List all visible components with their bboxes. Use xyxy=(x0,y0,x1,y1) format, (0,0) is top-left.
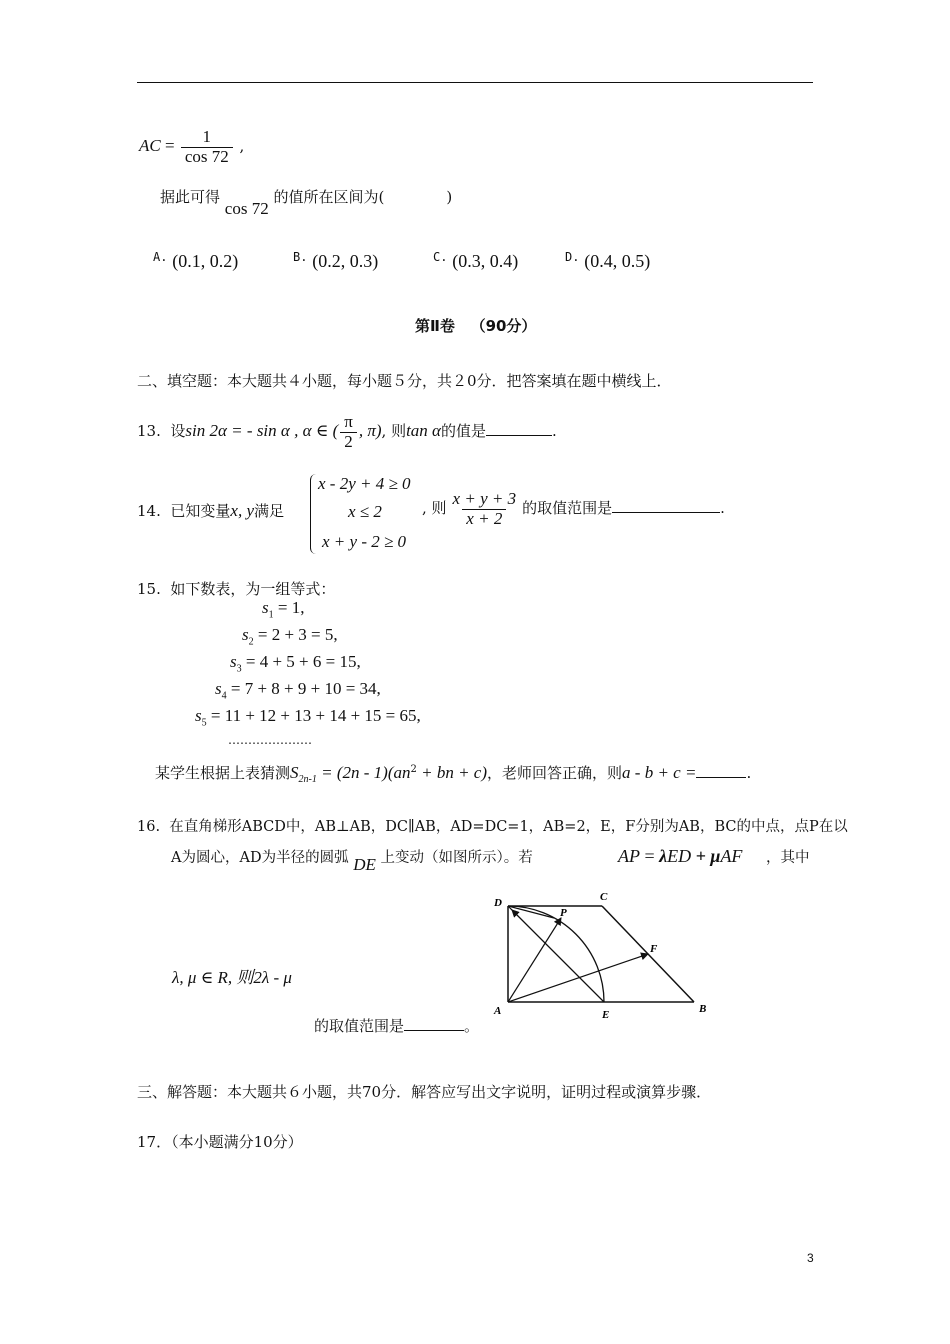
option-b[interactable] xyxy=(293,250,433,272)
q15-row-5 xyxy=(195,706,421,728)
label-d: D xyxy=(494,897,502,909)
section3-heading: 三、解答题：本大题共６小题，共70分．解答应写出文字说明，证明过程或演算步骤． xyxy=(137,1083,712,1101)
q15-guess-mid: ，老师回答正确，则 xyxy=(487,764,623,782)
q15-guess-rhs-a: = (2n - 1)(an xyxy=(316,763,411,782)
q12-prompt-close: ) xyxy=(446,188,453,206)
q14-post: 的取值范围是 xyxy=(522,499,613,518)
q16-line2-mid: 上变动（如图所示）。若 xyxy=(380,850,533,866)
q12-prompt xyxy=(160,186,453,218)
option-a-letter: A. xyxy=(153,250,168,264)
q14-frac-num: x + y + 3 xyxy=(452,489,517,508)
q15-row-3-rhs: = 4 + 5 + 6 = 15, xyxy=(241,652,361,671)
option-d-value: (0.4, 0.5) xyxy=(584,251,651,271)
q15-row-4-rhs: = 7 + 8 + 9 + 10 = 34, xyxy=(226,679,381,698)
q12-prompt-den: cos 72 xyxy=(224,199,269,218)
q15-row-3-index: 3 xyxy=(236,663,242,675)
q16-vector-equation xyxy=(618,846,742,867)
q15-intro xyxy=(137,578,335,599)
q15-answer-blank[interactable] xyxy=(696,763,746,778)
q14-pre: 已知变量 xyxy=(170,502,231,520)
q16-line2-post: ，其中 xyxy=(766,850,810,866)
q14-frac-den: x + 2 xyxy=(462,509,506,529)
q15-row-5-rhs: = 11 + 12 + 13 + 14 + 15 = 65, xyxy=(206,706,421,725)
q14-lead xyxy=(137,500,284,521)
q16-vec-ed: ED xyxy=(667,846,692,866)
q16-arc-de: DE xyxy=(353,855,376,874)
q15-row-1-rhs: = 1, xyxy=(273,598,305,617)
ac-lhs: AC xyxy=(139,136,161,156)
q14-system-brace xyxy=(310,474,317,554)
q12-options xyxy=(153,250,650,272)
q16-mu: μ xyxy=(710,846,721,866)
ac-comma: , xyxy=(234,137,245,156)
q14-then: , 则 xyxy=(422,499,447,518)
q15-row-2-index: 2 xyxy=(248,636,254,648)
part2-title-text: 第Ⅱ卷 xyxy=(415,317,455,335)
option-d[interactable] xyxy=(565,250,651,271)
q14-answer-blank[interactable] xyxy=(612,498,720,513)
q16-answer-blank[interactable] xyxy=(404,1016,464,1031)
option-b-value: (0.2, 0.3) xyxy=(312,251,379,271)
q14-constraint-3: x + y - 2 ≥ 0 xyxy=(322,532,407,551)
option-c-letter: C. xyxy=(433,250,448,264)
q14-tail xyxy=(422,490,725,528)
ac-equation xyxy=(139,128,244,166)
q15-row-2-rhs: = 2 + 3 = 5, xyxy=(253,625,338,644)
q16-lambda: λ xyxy=(659,846,668,866)
q16-plus: + xyxy=(691,846,711,866)
ac-den: cos 72 xyxy=(181,147,233,167)
question-13 xyxy=(137,413,557,451)
option-a[interactable] xyxy=(153,250,293,272)
q15-guess xyxy=(155,762,751,785)
q13-post: 的值是 xyxy=(440,422,486,441)
q15-row-1-index: 1 xyxy=(268,609,274,621)
ac-num: 1 xyxy=(202,127,212,146)
option-a-value: (0.1, 0.2) xyxy=(172,251,239,271)
section2-heading: 二、填空题：本大题共４小题，每小题５分，共２0分．把答案填在题中横线上． xyxy=(137,372,672,390)
q14-end: . xyxy=(720,499,725,518)
q15-guess-s: S xyxy=(290,763,299,782)
q14-number: 14. xyxy=(137,502,161,520)
part2-score: （90分） xyxy=(470,317,537,335)
ac-eq: = xyxy=(160,136,179,156)
q13-number: 13. xyxy=(137,422,161,441)
q16-tail xyxy=(314,1015,479,1036)
q12-prompt-post: 的值所在区间为( xyxy=(273,188,385,206)
arrow-dp xyxy=(508,906,554,918)
q13-pre: 设 xyxy=(170,422,186,441)
q16-number: 16. xyxy=(137,819,161,835)
q16-line1-text: 在直角梯形ABCD中，AB⊥AB，DC∥AB，AD=DC=1，AB=2，E，F分别为AB，BC的中点，点P在以 xyxy=(169,819,848,835)
q13-fraction xyxy=(340,413,357,451)
q16-condition: λ, μ ∈ R, 则2λ - μ xyxy=(172,968,292,987)
q16-line-2 xyxy=(171,846,533,874)
q15-row-1 xyxy=(262,598,304,620)
q15-row-5-index: 5 xyxy=(201,717,207,729)
q15-intro-text: 如下数表，为一组等式： xyxy=(170,580,336,598)
q16-vec-eq: = xyxy=(640,846,660,866)
q13-tan: tan α xyxy=(406,421,441,441)
q14-fraction xyxy=(449,490,521,528)
q13-frac-den: 2 xyxy=(340,432,357,452)
option-d-letter: D. xyxy=(565,250,580,264)
q13-end: . xyxy=(552,422,557,441)
q15-row-1-s: s xyxy=(262,598,269,617)
q15-guess-expr: a - b + c = xyxy=(622,763,697,782)
option-c-value: (0.3, 0.4) xyxy=(452,251,519,271)
q13-mid: , 则 xyxy=(381,422,407,441)
label-b: B xyxy=(699,1003,707,1015)
q13-expr-close: , π) xyxy=(358,421,382,441)
label-c: C xyxy=(600,891,608,903)
option-b-letter: B. xyxy=(293,250,308,264)
q15-row-5-s: s xyxy=(195,706,202,725)
q16-line2-pre: A为圆心，AD为半径的圆弧 xyxy=(171,850,349,866)
q15-number: 15. xyxy=(137,580,161,598)
vector-af xyxy=(508,954,648,1002)
q13-answer-blank[interactable] xyxy=(486,421,552,436)
label-p: P xyxy=(560,907,567,919)
q15-row-3-s: s xyxy=(230,652,237,671)
question-17: 17．（本小题满分10分） xyxy=(137,1133,303,1151)
q15-row-4 xyxy=(215,679,381,701)
ac-fraction xyxy=(181,128,233,166)
label-f: F xyxy=(650,943,658,955)
q15-dots: ………………… xyxy=(228,733,312,747)
q12-prompt-pre: 据此可得 xyxy=(160,188,221,206)
header-rule xyxy=(137,82,813,83)
page-number: 3 xyxy=(807,1251,814,1265)
q15-guess-sub: 2n-1 xyxy=(298,774,317,785)
part2-title xyxy=(415,315,536,336)
q14-constraint-2: x ≤ 2 xyxy=(348,502,382,521)
q15-row-4-index: 4 xyxy=(221,690,227,702)
q13-frac-num: π xyxy=(344,412,353,431)
q15-guess-rhs-b: + bn + c) xyxy=(416,763,488,782)
q14-mid: 满足 xyxy=(254,502,285,520)
option-c[interactable] xyxy=(433,250,565,272)
q15-end: . xyxy=(746,764,752,782)
vector-ap xyxy=(508,918,561,1002)
trapezoid-figure xyxy=(488,890,728,1030)
q16-vec-ap: AP xyxy=(618,846,640,866)
q16-vec-af: AF xyxy=(720,846,743,866)
q15-row-4-s: s xyxy=(215,679,222,698)
q16-tail-end: 。 xyxy=(464,1017,480,1035)
q16-line-1 xyxy=(137,815,848,836)
q15-guess-sup: 2 xyxy=(410,764,417,775)
label-a: A xyxy=(494,1005,502,1017)
q15-row-3 xyxy=(230,652,361,674)
q15-row-2-s: s xyxy=(242,625,249,644)
label-e: E xyxy=(602,1009,610,1021)
q15-row-2 xyxy=(242,625,338,647)
q14-vars: x, y xyxy=(230,501,255,520)
q16-tail-text: 的取值范围是 xyxy=(314,1017,405,1035)
q15-guess-pre: 某学生根据上表猜测 xyxy=(155,764,291,782)
q13-expr: sin 2α = - sin α , α ∈ ( xyxy=(185,421,339,441)
q14-constraint-1: x - 2y + 4 ≥ 0 xyxy=(318,474,411,493)
